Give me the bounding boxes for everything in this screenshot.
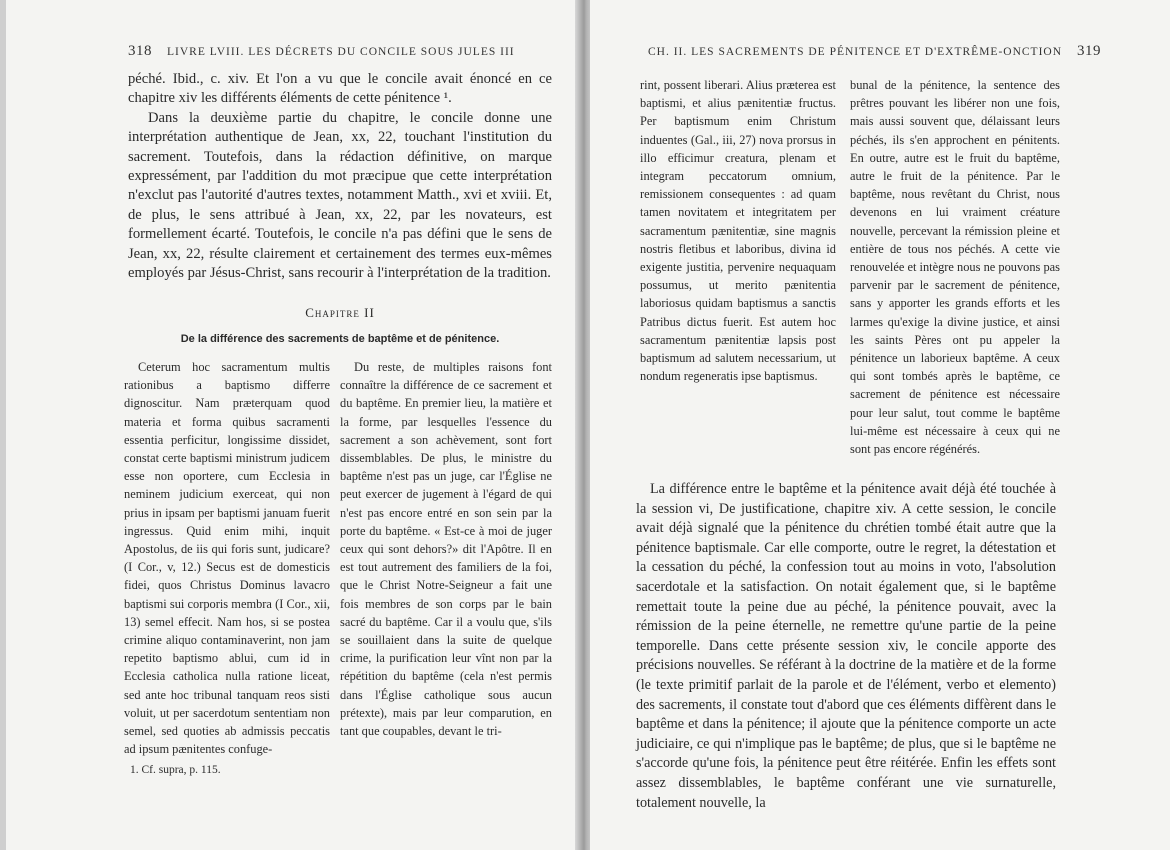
footnote: 1. Cf. supra, p. 115. [130,764,221,776]
page-edge-shadow [0,0,6,850]
commentary-paragraph: La différence entre le baptême et la pénitence avait déjà été touchée à la session vi, De justificatione, chapitre xiv. A cette session, le concile avait déjà signalé que la pénitence du chrétien tombé était autre que la pénitence baptismale. Car elle comporte, outre le regret, la détestation et la cessation du péché, la confession tout au moins in voto, l'absolution sacerdotale et la satisfaction. On notait également que, si le baptême remettait toute la peine due au péché, la pénitence pouvait, avec la rémission de la peine éternelle, ne remettre qu'une partie de la peine temporelle. Dans cette présente session xiv, le concile apporte des précisions nouvelles. Se référant à la doctrine de la matière et de la forme (le texte primitif parlait de la parole et de l'élément, verbo et elemento) des sacrements, il constate tout d'abord que ces éléments diffèrent dans le baptême et dans la pénitence; il ajoute que la pénitence comporte un acte judiciaire, ce qui n'implique pas le baptême; de plus, que si le baptême ne s'accorde qu'une fois, la pénitence peut être réitérée. Enfin les effets sont assez dissemblables, le baptême conférant une vie surnaturelle, totalement nouvelle, la [636,481,1056,811]
intro-paragraph: péché. Ibid., c. xiv. Et l'on a vu que le concile avait énoncé en ce chapitre xiv les différents éléments de cette pénitence ¹. [128,71,552,107]
french-text: Du reste, de multiples raisons font connaître la différence de ce sacrement et du baptême. En premier lieu, la matière et la forme, par lesquelles l'essence du sacrement a son achèvement, sont fort dissemblables. De plus, le ministre du baptême n'est pas un juge, car l'Église ne peut exercer de jugement à l'égard de qui n'est pas encore entré en son sein par la porte du baptême. « Est-ce à moi de juger ceux qui sont dehors?» dit l'Apôtre. Il en est tout autrement des familiers de la foi, que le Christ Notre-Seigneur a fait une fois membres de son corps par le bain sacré du baptême. Car il a voulu que, s'ils se souillaient dans la suite de quelque crime, la purification leur vînt non par la répétition du baptême (cela n'est permis dans l'Église catholique sous aucun prétexte), mais par leur comparution, en tant que coupables, devant le tri- [340,360,552,739]
french-text: bunal de la pénitence, la sentence des prêtres pouvant les libérer non une fois, mais aussi souvent que, délaissant leurs péchés, ils s'en approchent en pénitents. En outre, autre est le fruit du baptême, autre le fruit de la pénitence. Par le baptême, nous revêtant du Christ, nous devenons en lui vraiment créature nouvelle, percevant la rémission pleine et entière de tous nos péchés. A cette vie renouvelée et intègre nous ne pouvons pas parvenir par le sacrement de pénitence, sans y apporter les grands efforts et les larmes qu'exige la divine justice, et ainsi les saints Pères ont pu appeler la pénitence un laborieux baptême. A ceux qui sont tombés après le baptême, ce sacrement de pénitence est nécessaire pour leur salut, tout comme le baptême lui-même est nécessaire à ceux qui ne sont pas encore régénérés. [850,78,1060,457]
chapter-subtitle: De la différence des sacrements de baptême et de pénitence. [180,333,500,345]
running-header-right [648,43,1101,60]
left-page [0,0,580,850]
page-number: 318 [128,43,152,59]
running-title: CH. II. LES SACREMENTS DE PÉNITENCE ET D'EXTRÊME-ONCTION [648,46,1063,58]
intro-text-block [128,70,552,283]
chapter-heading: Chapitre II [305,305,375,320]
latin-column [124,358,330,758]
page-number: 319 [1077,43,1102,59]
commentary-block [636,480,1056,813]
latin-text: Ceterum hoc sacramentum multis rationibus a baptismo differre dignoscitur. Nam præterquam quod materia et forma quibus sacramenti essentia perficitur, longissime dissidet, constat certe baptismi ministrum judicem esse non oportere, cum Ecclesia in neminem judicium exerceat, qui non prius in ipsam per baptismi januam fuerit ingressus. Quid enim mihi, inquit Apostolus, de iis qui foris sunt, judicare? (I Cor., v, 12.) Secus est de domesticis fidei, quos Christus Dominus lavacro baptismi sui corporis membra (I Cor., xii, 13) semel effecit. Nam hos, si se postea crimine aliquo contaminaverint, non jam repetito baptismo ablui, cum id in Ecclesia catholica nulla ratione liceat, sed ante hoc tribunal tanquam reos sisti voluit, ut per sacerdotum sententiam non semel, sed quoties ab admissis peccatis ad ipsum pænitentes confuge- [124,360,330,757]
right-page [590,0,1170,850]
running-title: LIVRE LVIII. LES DÉCRETS DU CONCILE SOUS JULES III [167,46,515,58]
latin-column [640,76,836,385]
running-header-left [128,43,515,60]
intro-paragraph: Dans la deuxième partie du chapitre, le concile donne une interprétation authentique de Jean, xx, 22, touchant l'institution du sacrement. Toutefois, dans la rédaction définitive, on marque expressément, par l'addition du mot præcipue que cette interprétation n'exclut pas l'autorité d'autres textes, notamment Matth., xvi et xviii. Et, de plus, le sens attribué à Jean, xx, 22, par les novateurs, est formellement écarté. Toutefois, le concile n'a pas défini que le sens de Jean, xx, 22, résulte clairement et certainement des termes eux-mêmes employés par Jésus-Christ, sans recourir à l'interprétation de la tradition. [128,109,552,282]
french-column [340,358,552,740]
french-column [850,76,1060,458]
latin-text: rint, possent liberari. Alius præterea est baptismi, et alius pænitentiæ fructus. Per baptismum enim Christum induentes (Gal., iii, 27) nova prorsus in illo efficimur creatura, plenam et integram peccatorum omnium, remissionem consequentes : ad quam tamen novitatem et integritatem per sacramentum pænitentiæ, sine magnis nostris fletibus et laboribus, divina id exigente justitia, pervenire nequaquam possumus, ut merito pænitentia laboriosus quidam baptismus a sanctis Patribus dictus fuerit. Est autem hoc sacramentum pænitentiæ lapsis post baptismum ad salutem necessarium, ut nondum regeneratis ipse baptismus. [640,78,836,384]
